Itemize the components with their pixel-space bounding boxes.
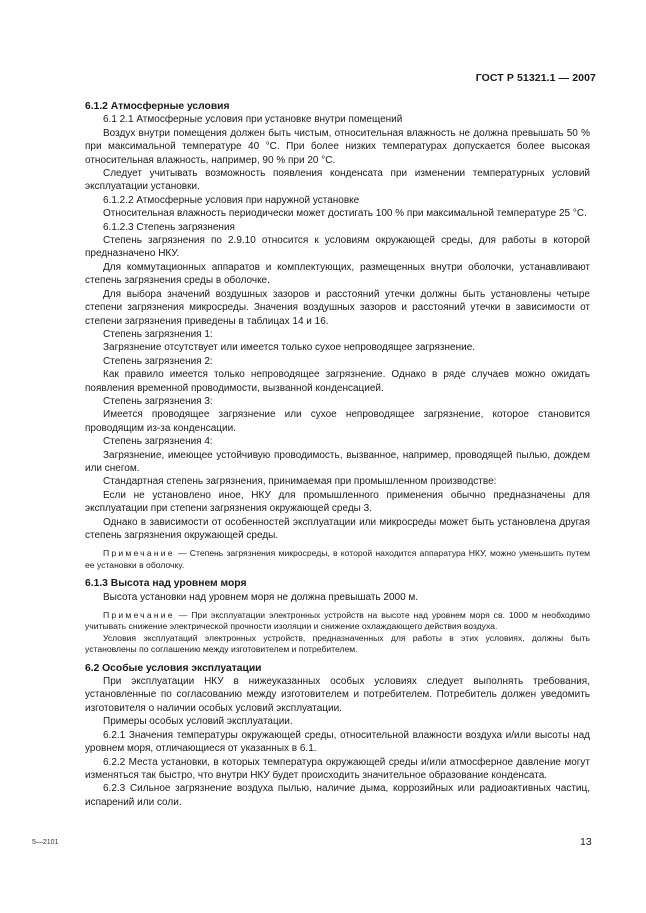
paragraph: Относительная влажность периодически может достигать 100 % при максимальной температуре 25 °С. — [103, 208, 587, 220]
paragraph: 6.2.1 Значения температуры окружающей среды, относительной влажности воздуха и/или высоты над уровнем моря, отличающиеся от указанных в 6.1. — [85, 729, 590, 755]
paragraph: Степень загрязнения 3: — [103, 395, 213, 407]
paragraph: Степень загрязнения по 2.9.10 относится к условиям окружающей среды, для работы в которой предназначено НКУ. — [85, 235, 590, 260]
paragraph: 6.1.2.2 Атмосферные условия при наружной установке — [103, 194, 360, 206]
paragraph: Степень загрязнения 1: — [103, 328, 213, 340]
note-text: — Степень загрязнения микросреды, в которой находится аппаратура НКУ, можно уменьшить путем ее установки в оболочку. — [85, 548, 591, 570]
print-code: 5—2101 — [32, 839, 59, 846]
document-body — [85, 100, 590, 809]
paragraph: 6.2.2 Места установки, в которых температура окружающей среды и/или атмосферное давление могут изменяться так быстро, что внутри НКУ будет происходить значительное образование конденсата. — [85, 756, 590, 781]
section-heading: 6.2 Особые условия эксплуатации — [85, 662, 262, 674]
note-prefix: Примечание — [103, 548, 175, 559]
note — [85, 548, 590, 571]
paragraph: Воздух внутри помещения должен быть чистым, относительная влажность не должна превышать 50 % при максимальной температуре 40 °С. При более низких температурах допускается более высокая относительная влажность, например, 90 % при 20 °С. — [85, 127, 590, 166]
paragraph: 6.1 2.1 Атмосферные условия при установке внутри помещений — [103, 114, 403, 126]
paragraph: Степень загрязнения 4: — [103, 436, 213, 448]
paragraph: Степень загрязнения 2: — [103, 355, 213, 367]
paragraph: Высота установки над уровнем моря не должна превышать 2000 м. — [103, 591, 419, 603]
paragraph: Стандартная степень загрязнения, принимаемая при промышленном производстве: — [103, 476, 497, 488]
document-header: ГОСТ Р 51321.1 — 2007 — [475, 72, 596, 84]
paragraph: Имеется проводящее загрязнение или сухое непроводящее загрязнение, которое становится проводящим из-за конденсации. — [85, 409, 590, 434]
paragraph: Как правило имеется только непроводящее загрязнение. Однако в ряде случаев можно ожидать появления временной проводимости, вызванной конденсацией. — [85, 369, 590, 394]
paragraph: Примеры особых условий эксплуатации. — [103, 716, 293, 728]
note-prefix: Примечание — [103, 610, 175, 621]
paragraph: Следует учитывать возможность появления конденсата при изменении температурных условий эксплуатации установки. — [85, 168, 590, 193]
note-continuation: Условия эксплуатаций электронных устройств, предназначенных для работы в этих условиях, должны быть установлены по соглашению между изготовителем и потребителем. — [85, 632, 590, 655]
paragraph: Если не установлено иное, НКУ для промышленного применения обычно предназначены для эксплуатации при степени загрязнения окружающей среды 3. — [85, 489, 590, 515]
page-number: 13 — [580, 836, 592, 848]
paragraph: 6.2.3 Сильное загрязнение воздуха пылью, наличие дыма, коррозийных или радиоактивных частиц, испарений или соли. — [85, 783, 590, 808]
section-heading: 6.1.2 Атмосферные условия — [85, 101, 230, 112]
note-text: — При эксплуатации электронных устройств на высоте над уровнем моря св. 1000 м необходимо учитывать снижение электрической прочности изоляции и снижение охлаждающего действия воздуха. — [85, 610, 590, 632]
note — [85, 610, 590, 633]
section-heading: 6.1.3 Высота над уровнем моря — [85, 578, 247, 590]
paragraph: Загрязнение, имеющее устойчивую проводимость, вызванное, например, проводящей пылью, дождем или снегом. — [85, 449, 590, 474]
paragraph: При эксплуатации НКУ в нижеуказанных особых условиях следует выполнять требования, установленные по согласованию между изготовителем и потребителем. Потребитель должен уведомить изготовителя о наличии особых условий эксплуатации. — [85, 676, 590, 714]
paragraph: Загрязнение отсутствует или имеется только сухое непроводящее загрязнение. — [103, 342, 476, 354]
paragraph: Однако в зависимости от особенностей эксплуатации или микросреды может быть установлена другая степень загрязнения окружающей среды. — [85, 516, 590, 541]
paragraph: Для коммутационных аппаратов и комплектующих, размещенных внутри оболочки, устанавливают степень загрязнения среды в оболочке. — [85, 261, 590, 287]
paragraph: Для выбора значений воздушных зазоров и расстояний утечки должны быть установлены четыре степени загрязнения микросреды. Значения воздушных зазоров и расстояний утечки в зависимости от степени загрязнения приведены в таблицах 14 и 16. — [85, 288, 590, 327]
paragraph: 6.1.2.3 Степень загрязнения — [103, 221, 235, 233]
